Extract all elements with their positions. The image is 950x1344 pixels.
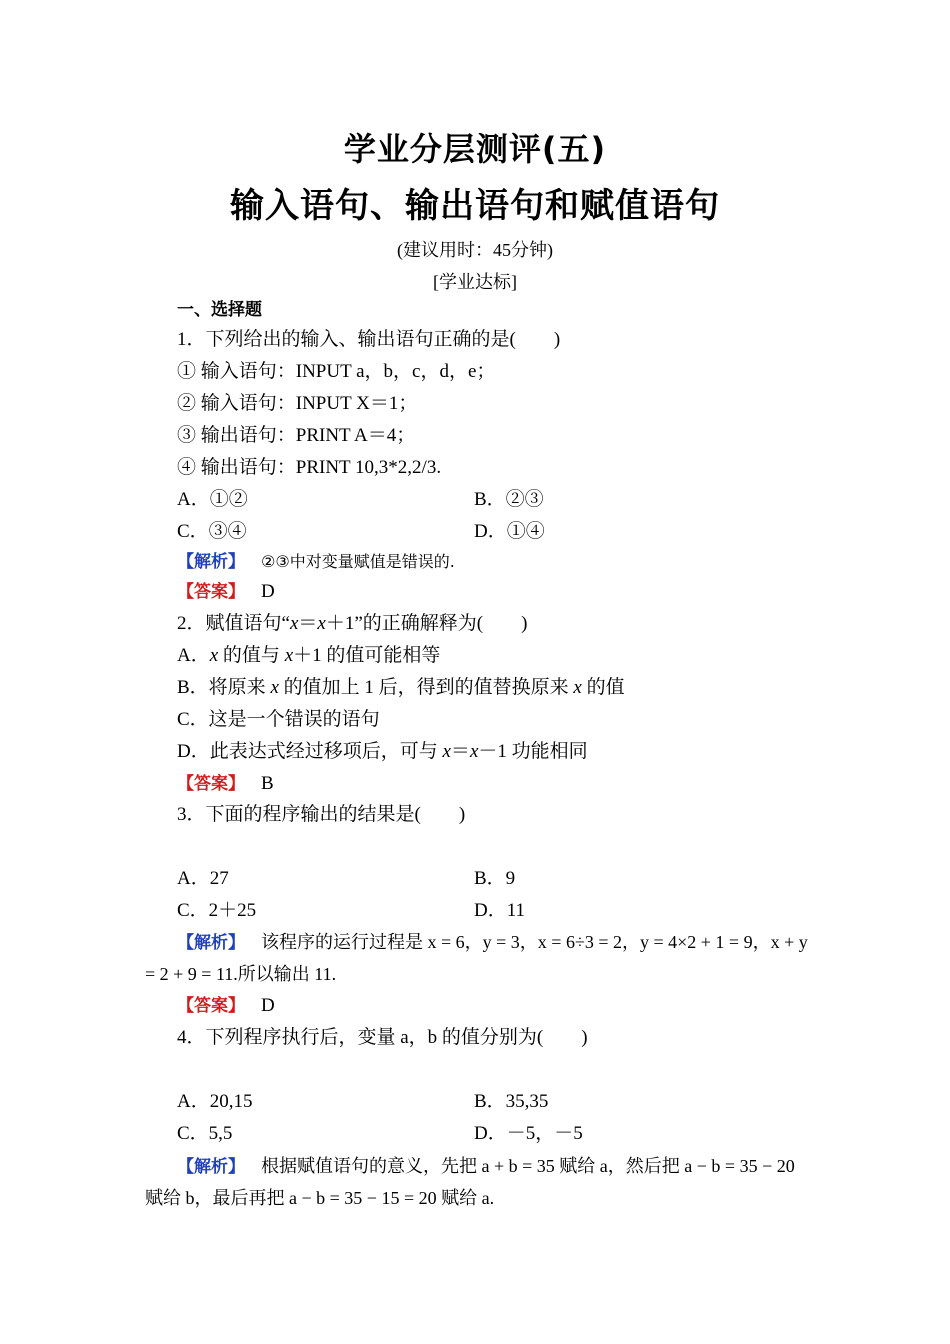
q2-option-a: A．x 的值与 x＋1 的值可能相等 [177, 645, 441, 666]
q1-option-b: B．②③ [474, 489, 544, 510]
q1-analysis [177, 550, 455, 574]
q2-option-c: C．这是一个错误的语句 [177, 709, 380, 730]
q1-item-1: ① 输入语句：INPUT a，b，c，d，e； [177, 361, 496, 382]
q4-analysis [177, 1154, 795, 1179]
q2-stem: 2．赋值语句“x＝x＋1”的正确解释为( ) [177, 613, 528, 634]
q3-answer [177, 994, 275, 1018]
q1-stem: 1．下列给出的输入、输出语句正确的是( ) [177, 329, 561, 350]
q3-stem: 3．下面的程序输出的结果是( ) [177, 804, 466, 825]
q3-answer-value: D [261, 995, 275, 1016]
answer-tag: 【答案】 [177, 996, 245, 1016]
analysis-tag: 【解析】 [177, 552, 245, 572]
q3-option-a: A．27 [177, 868, 229, 889]
q4-analysis-text-1: 根据赋值语句的意义，先把 a + b = 35 赋给 a，然后把 a − b = 35 − 20 [261, 1156, 795, 1176]
q3-analysis [177, 930, 808, 955]
q1-option-a: A．①② [177, 489, 248, 510]
q3-analysis-text-1: 该程序的运行过程是 x = 6，y = 3，x = 6÷3 = 2，y = 4×2 + 1 = 9，x + y [261, 932, 808, 952]
answer-tag: 【答案】 [177, 774, 245, 794]
q1-answer-value: D [261, 581, 275, 602]
q2-answer [177, 772, 274, 796]
q4-option-a: A．20,15 [177, 1091, 253, 1112]
q1-option-d: D．①④ [474, 521, 545, 542]
q2-option-b: B．将原来 x 的值加上 1 后，得到的值替换原来 x 的值 [177, 677, 625, 698]
q3-option-d: D．11 [474, 900, 526, 921]
q4-option-b: B．35,35 [474, 1091, 549, 1112]
q1-item-3: ③ 输出语句：PRINT A＝4； [177, 425, 416, 446]
q1-option-c: C．③④ [177, 521, 247, 542]
q4-option-c: C．5,5 [177, 1123, 233, 1144]
q3-analysis-text-2: = 2 + 9 = 11.所以输出 11. [145, 964, 337, 984]
answer-tag: 【答案】 [177, 582, 245, 602]
section-heading: 一、选择题 [177, 300, 262, 320]
page-subtitle: 输入语句、输出语句和赋值语句 [230, 186, 720, 226]
q4-option-d: D．－5，－5 [474, 1123, 583, 1144]
section-tag: [学业达标] [433, 272, 517, 292]
q3-option-c: C．2＋25 [177, 900, 257, 921]
q2-answer-value: B [261, 773, 274, 794]
q4-analysis-text-2: 赋给 b，最后再把 a − b = 35 − 15 = 20 赋给 a. [145, 1188, 495, 1208]
q2-option-d: D．此表达式经过移项后，可与 x＝x－1 功能相同 [177, 741, 588, 762]
q1-item-4: ④ 输出语句：PRINT 10,3*2,2/3. [177, 457, 442, 478]
q4-stem: 4．下列程序执行后，变量 a，b 的值分别为( ) [177, 1027, 588, 1048]
q1-analysis-text: ②③中对变量赋值是错误的. [261, 552, 455, 571]
q1-item-2: ② 输入语句：INPUT X＝1； [177, 393, 418, 414]
q1-answer [177, 580, 275, 604]
analysis-tag: 【解析】 [177, 933, 245, 953]
q3-option-b: B．9 [474, 868, 516, 889]
analysis-tag: 【解析】 [177, 1157, 245, 1177]
page-title: 学业分层测评(五) [343, 130, 607, 168]
time-note: (建议用时：45分钟) [397, 240, 553, 260]
